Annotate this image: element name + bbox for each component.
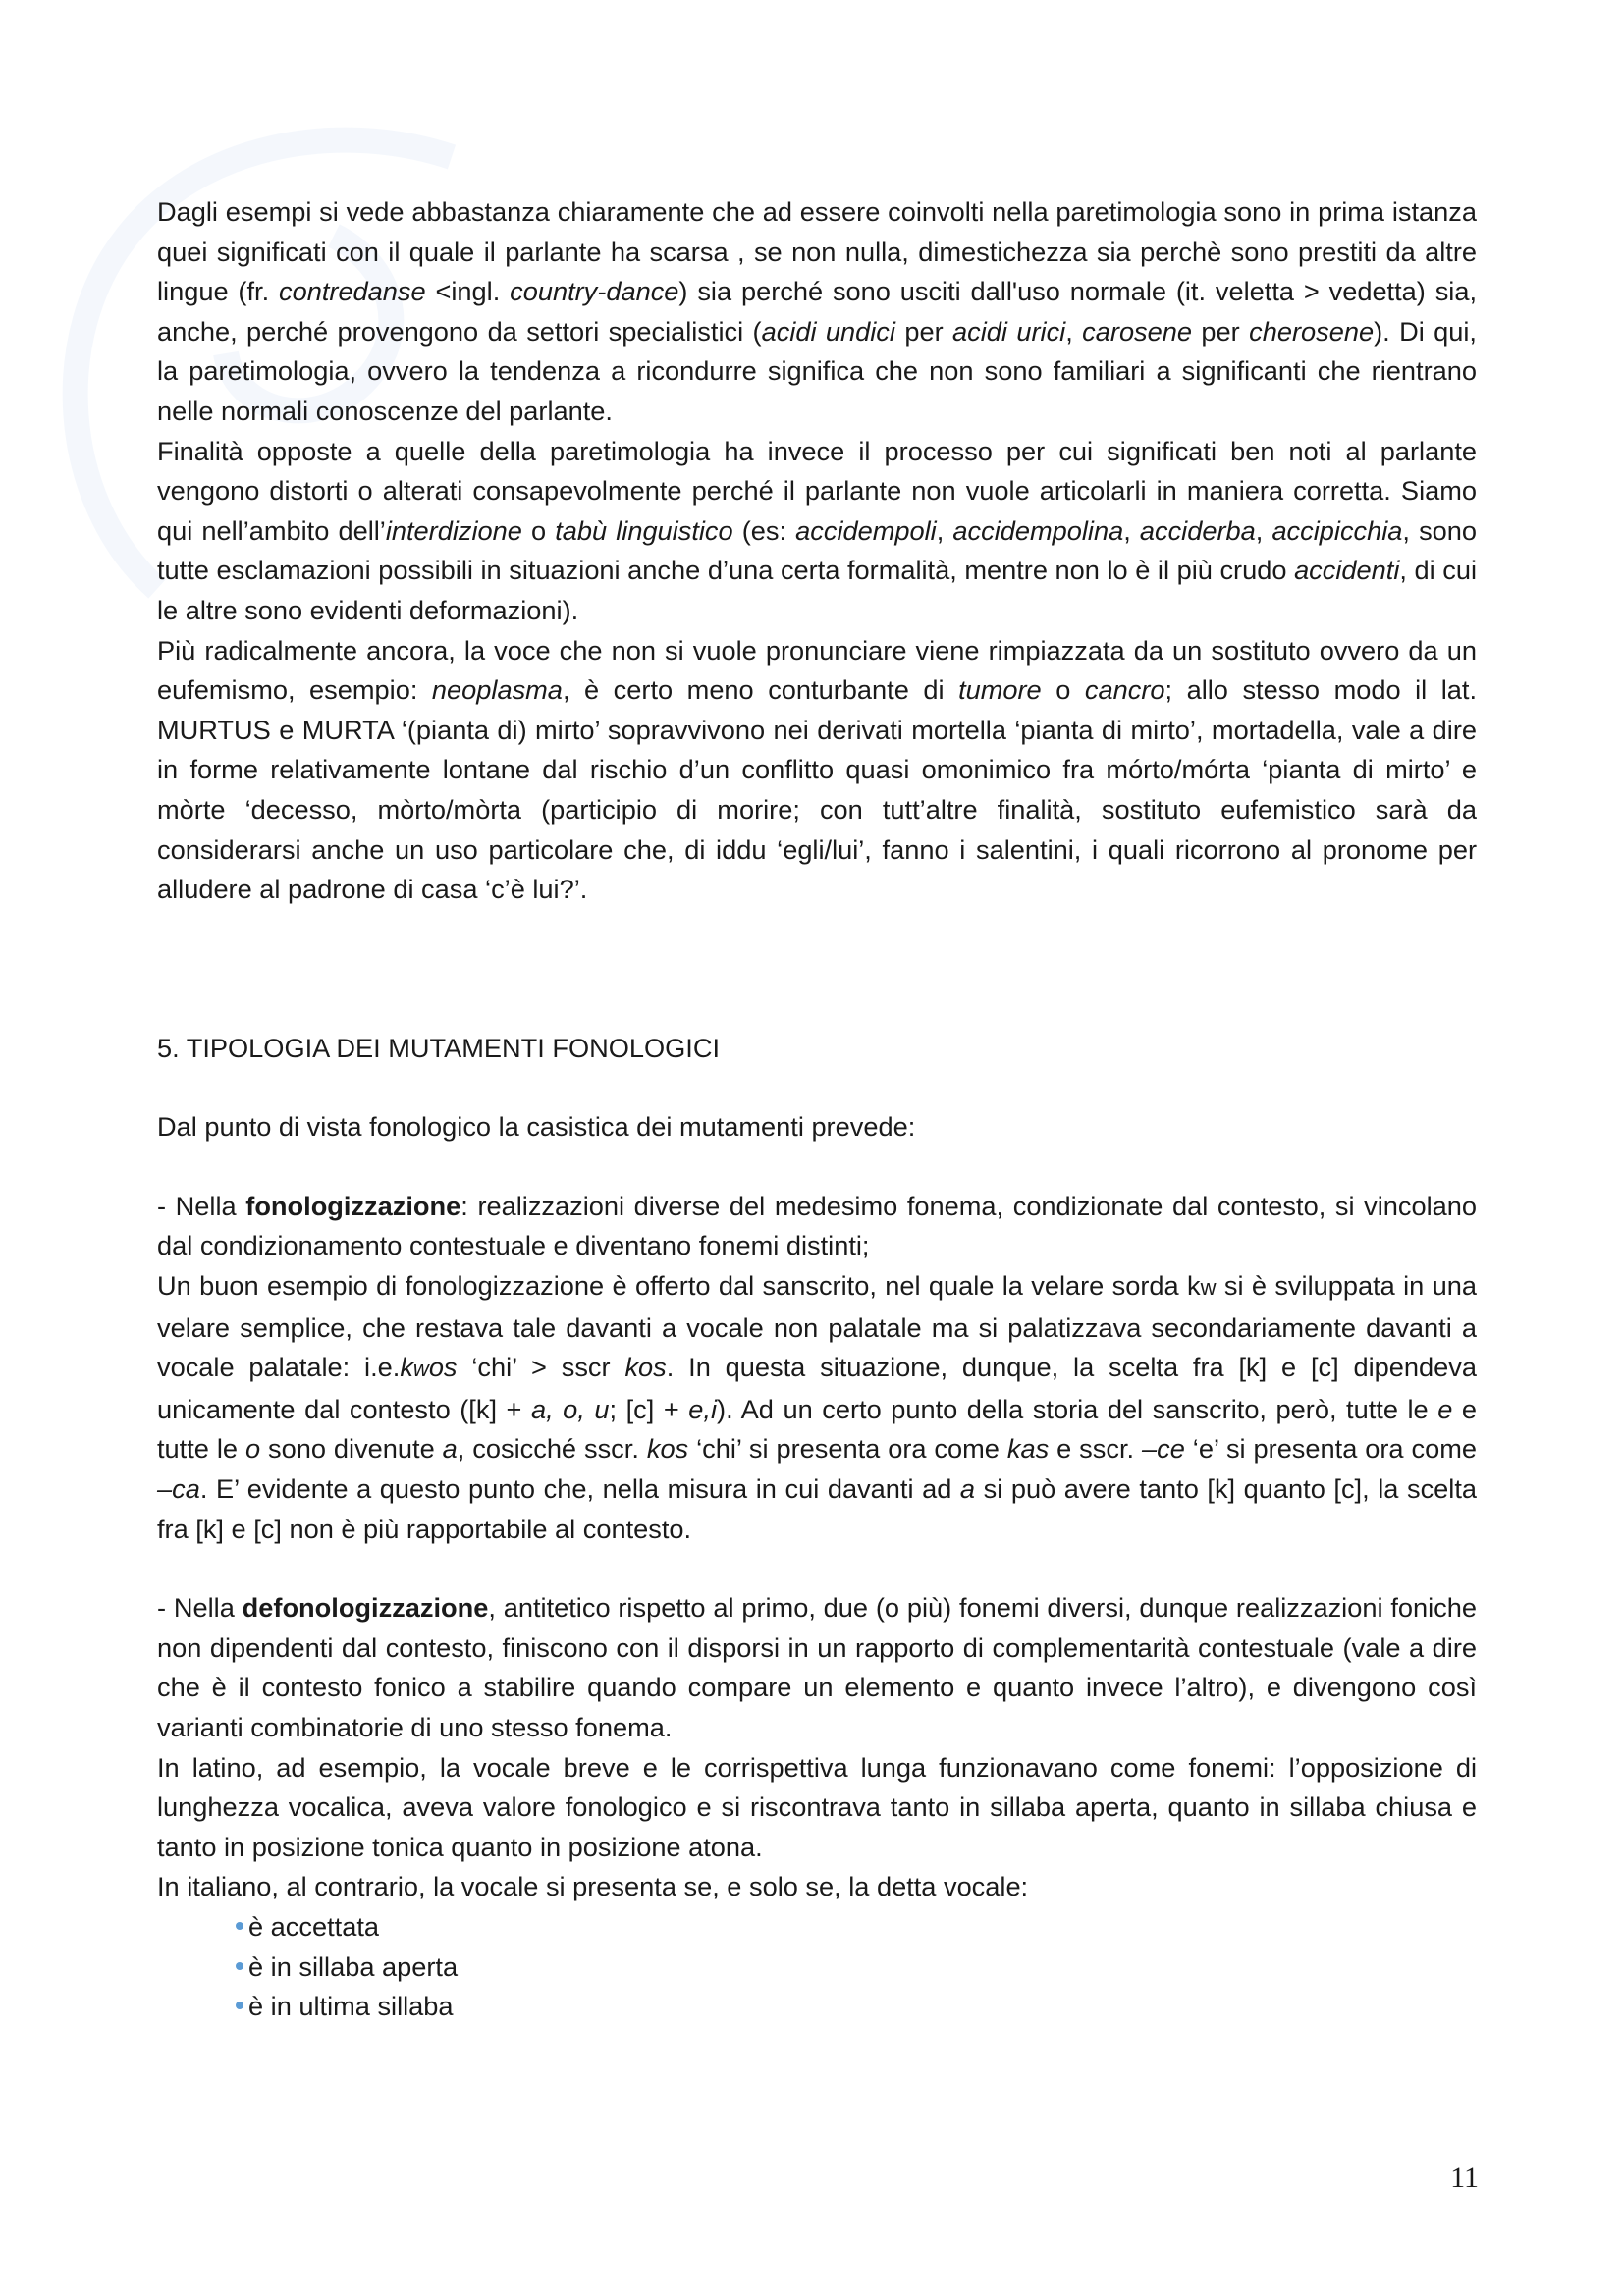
list-item: è in sillaba aperta <box>236 1948 1477 1988</box>
section-heading: 5. TIPOLOGIA DEI MUTAMENTI FONOLOGICI <box>157 1032 721 1063</box>
paragraph-italiano: In italiano, al contrario, la vocale si presenta se, e solo se, la detta vocale: <box>157 1871 1029 1902</box>
intro-text: Dal punto di vista fonologico la casistica dei mutamenti prevede: <box>157 1111 916 1143</box>
page-number: 11 <box>1450 2162 1479 2194</box>
list-item: è in ultima sillaba <box>236 1987 1477 2027</box>
paragraph-latino: In latino, ad esempio, la vocale breve e le corrispettiva lunga funzionavano come fonemi: l’opposizione di lunghezza vocalica, aveva valore fonologico e si riscontrava tanto in sillaba aperta, quanto in sillaba chiusa e tanto in posizione tonica quanto in posizione atona. <box>157 1751 1477 1862</box>
paragraph-paretimologia: Dagli esempi si vede abbastanza chiaramente che ad essere coinvolti nella paretimologia sono in prima istanza quei significati con il quale il parlante ha scarsa , se non nulla, dimestichezza sia perchè sono prestiti da altre lingue (fr. contredanse <ingl. country-dance) sia perché sono usciti dall'uso normale (it. veletta > vedetta) sia, anche, perché provengono da settori specialistici (acidi undici per acidi urici, carosene per cherosene). Di qui, la paretimologia, ovvero la tendenza a ricondurre significa che non sono familiari a significanti che rientrano nelle normali conoscenze del parlante. <box>157 196 1478 426</box>
bullet-icon <box>236 1962 243 1970</box>
paragraph-esempio-sanscrito: Un buon esempio di fonologizzazione è offerto dal sanscrito, nel quale la velare sorda kw si è sviluppata in una velare semplice, che restava tale davanti a vocale non palatale ma si palatizzava secondariamente davanti a vocale palatale: i.e.kwos ‘chi’ > sscr kos. In questa situazione, dunque, la scelta fra [k] e [c] dipendeva unicamente dal contesto ([k] + a, o, u; [c] + e,i). Ad un certo punto della storia del sanscrito, però, tutte le e e tutte le o sono divenute a, cosicché sscr. kos ‘chi’ si presenta ora come kas e sscr. –ce ‘e’ si presenta ora come –ca. E’ evidente a questo punto che, nella misura in cui davanti ad a si può avere tanto [k] quanto [c], la scelta fra [k] e [c] non è più rapportabile al contesto. <box>157 1270 1478 1544</box>
paragraph-eufemismo: Più radicalmente ancora, la voce che non si vuole pronunciare viene rimpiazzata da un sostituto ovvero da un eufemismo, esempio: neoplasma, è certo meno conturbante di tumore o cancro; allo stesso modo il lat. MURTUS e MURTA ‘(pianta di) mirto’ sopravvivono nei derivati mortella ‘pianta di mirto’, mortadella, vale a dire in forme relativamente lontane dal rischio d’un conflitto quasi omonimico fra mórto/mórta ‘pianta di mirto’ e mòrte ‘decesso, mòrto/mòrta (participio di morire; con tutt’altre finalità, sostituto eufemistico sarà da considerarsi anche un uso particolare che, di iddu ‘egli/lui’, fanno i salentini, i quali ricorrono al pronome per alludere al padrone di casa ‘c’è lui?’. <box>157 634 1477 905</box>
bullet-icon <box>236 2002 243 2009</box>
condition-list <box>157 1907 1477 2027</box>
paragraph-interdizione: Finalità opposte a quelle della paretimologia ha invece il processo per cui significati ben noti al parlante vengono distorti o alterati consapevolmente perché il parlante non vuole articolarli in maniera corretta. Siamo qui nell’ambito dell’interdizione o tabù linguistico (es: accidempoli, accidempolina, acciderba, accipicchia, sono tutte esclamazioni possibili in situazioni anche d’una certa formalità, mentre non lo è il più crudo accidenti, di cui le altre sono evidenti deformazioni). <box>157 435 1478 625</box>
bullet-icon <box>236 1922 243 1930</box>
page-content <box>157 192 1477 2027</box>
paragraph-defonologizzazione: - Nella defonologizzazione, antitetico rispetto al primo, due (o più) fonemi diversi, dunque realizzazioni foniche non dipendenti dal contesto, finiscono con il disporsi in un rapporto di complementarità contestuale (vale a dire che è il contesto fonico a stabilire quando compare un elemento e quanto invece l’altro), e divengono così varianti combinatorie di uno stesso fonema. <box>157 1592 1477 1742</box>
list-item: è accettata <box>236 1907 1477 1948</box>
paragraph-fonologizzazione: - Nella fonologizzazione: realizzazioni diverse del medesimo fonema, condizionate dal contesto, si vincolano dal condizionamento contestuale e diventano fonemi distinti; <box>157 1190 1477 1261</box>
